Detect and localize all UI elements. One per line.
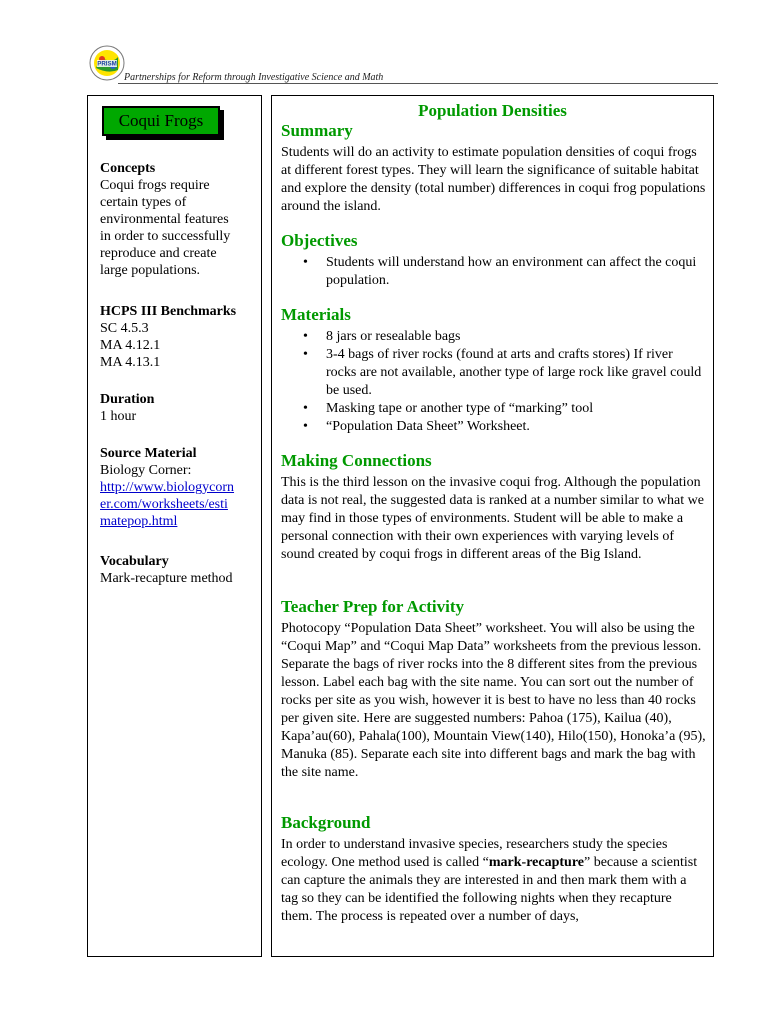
summary-text: Students will do an activity to estimate population densities of coqui frogs at different forest types. They will learn the significance of suitable habitat and explore the density (total number) differences in coqui frog populations around the island. xyxy=(281,145,706,214)
list-item: • 8 jars or resealable bags xyxy=(281,328,706,346)
teacher-prep-text: Photocopy “Population Data Sheet” worksheet. You will also be using the “Coqui Map” and “Coqui Map Data” worksheets from the previous lesson. xyxy=(281,621,702,654)
duration-value: 1 hour xyxy=(100,409,137,424)
source-link-line[interactable]: matepop.html xyxy=(100,514,178,529)
materials-heading: Materials xyxy=(281,305,351,324)
benchmarks-heading: HCPS III Benchmarks xyxy=(100,304,237,319)
teacher-prep-text: Separate the bags of river rocks into the 8 different sites from the previous lesson. Label each bag with the site name. You can sort out the number of rocks per site as you wish, however it is best to have no less than 40 rocks per given site. Here are suggested numbers: Pahoa (175), Kailua (40), Kapa’au(60), Pahala(100), Mountain View(140), Hilo(150), Honoka’a (95), Manuka (85). Separate each site into different bags and mark the bag with the site name. xyxy=(281,657,706,780)
benchmarks-section xyxy=(100,303,260,371)
header-tagline: Partnerships for Reform through Investigative Science and Math xyxy=(124,72,384,83)
list-item: • Students will understand how an environment can affect the coqui population. xyxy=(281,254,706,290)
benchmark-item: MA 4.13.1 xyxy=(100,355,161,370)
main-content-box xyxy=(271,95,714,957)
concepts-line: environmental features xyxy=(100,212,229,227)
concepts-line: certain types of xyxy=(100,195,187,210)
logo-text: PRISM xyxy=(97,60,117,68)
source-heading: Source Material xyxy=(100,446,197,461)
objectives-list xyxy=(281,254,706,290)
source-link-line[interactable]: er.com/worksheets/esti xyxy=(100,497,228,512)
list-item: • “Population Data Sheet” Worksheet. xyxy=(281,418,706,436)
vocabulary-section xyxy=(100,553,260,587)
concepts-section xyxy=(100,160,260,279)
page-title: Population Densities xyxy=(418,101,567,120)
source-link-line[interactable]: http://www.biologycorn xyxy=(100,480,235,495)
objectives-heading: Objectives xyxy=(281,231,358,250)
background-heading: Background xyxy=(281,813,371,832)
connections-heading: Making Connections xyxy=(281,451,432,470)
list-item: • 3-4 bags of river rocks (found at arts and crafts stores) If river rocks are not available, another type of large rock like gravel could be used. xyxy=(281,346,706,400)
background-text xyxy=(281,836,706,926)
concepts-line: in order to successfully xyxy=(100,229,231,244)
concepts-line: Coqui frogs require xyxy=(100,178,210,193)
background-text-part: In order to understand invasive species, researchers study the species ecology. One method used is called “ xyxy=(281,837,668,870)
background-text-part: ” because a scientist can capture the animals they are interested in and then mark them with a tag so they can be identified the following nights when they recapture them. The process is repeated over a number of days, xyxy=(281,855,698,924)
list-item: • Masking tape or another type of “marking” tool xyxy=(281,400,706,418)
vocabulary-heading: Vocabulary xyxy=(100,554,169,569)
benchmark-item: MA 4.12.1 xyxy=(100,338,161,353)
teacher-prep-heading: Teacher Prep for Activity xyxy=(281,597,465,616)
materials-list xyxy=(281,328,706,436)
background-section xyxy=(281,813,706,926)
duration-heading: Duration xyxy=(100,392,155,407)
benchmark-item: SC 4.5.3 xyxy=(100,321,149,336)
concepts-line: reproduce and create xyxy=(100,246,217,261)
objectives-section xyxy=(281,231,706,290)
lesson-banner-title: Coqui Frogs xyxy=(118,111,204,130)
source-link[interactable] xyxy=(100,479,260,530)
connections-section xyxy=(281,451,706,564)
background-bold-term: mark-recapture xyxy=(488,855,584,870)
summary-heading: Summary xyxy=(281,121,353,140)
lesson-banner xyxy=(102,106,220,136)
header-divider xyxy=(118,83,718,84)
connections-text: This is the third lesson on the invasive coqui frog. Although the population data is not real, the suggested data is ranked at a number similar to what we may find in those types of environments. Student will be able to make a personal connection with their own experiences with varying levels of sound created by coqui frogs in different areas of the Big Island. xyxy=(281,475,704,562)
concepts-line: large populations. xyxy=(100,263,201,278)
prism-logo xyxy=(88,44,126,82)
summary-section xyxy=(281,121,706,216)
materials-section xyxy=(281,305,706,436)
source-name: Biology Corner: xyxy=(100,463,192,478)
duration-section xyxy=(100,391,260,425)
source-section xyxy=(100,445,260,530)
sidebar-box xyxy=(87,95,262,957)
vocabulary-value: Mark-recapture method xyxy=(100,571,233,586)
teacher-prep-section xyxy=(281,597,706,782)
concepts-heading: Concepts xyxy=(100,161,156,176)
